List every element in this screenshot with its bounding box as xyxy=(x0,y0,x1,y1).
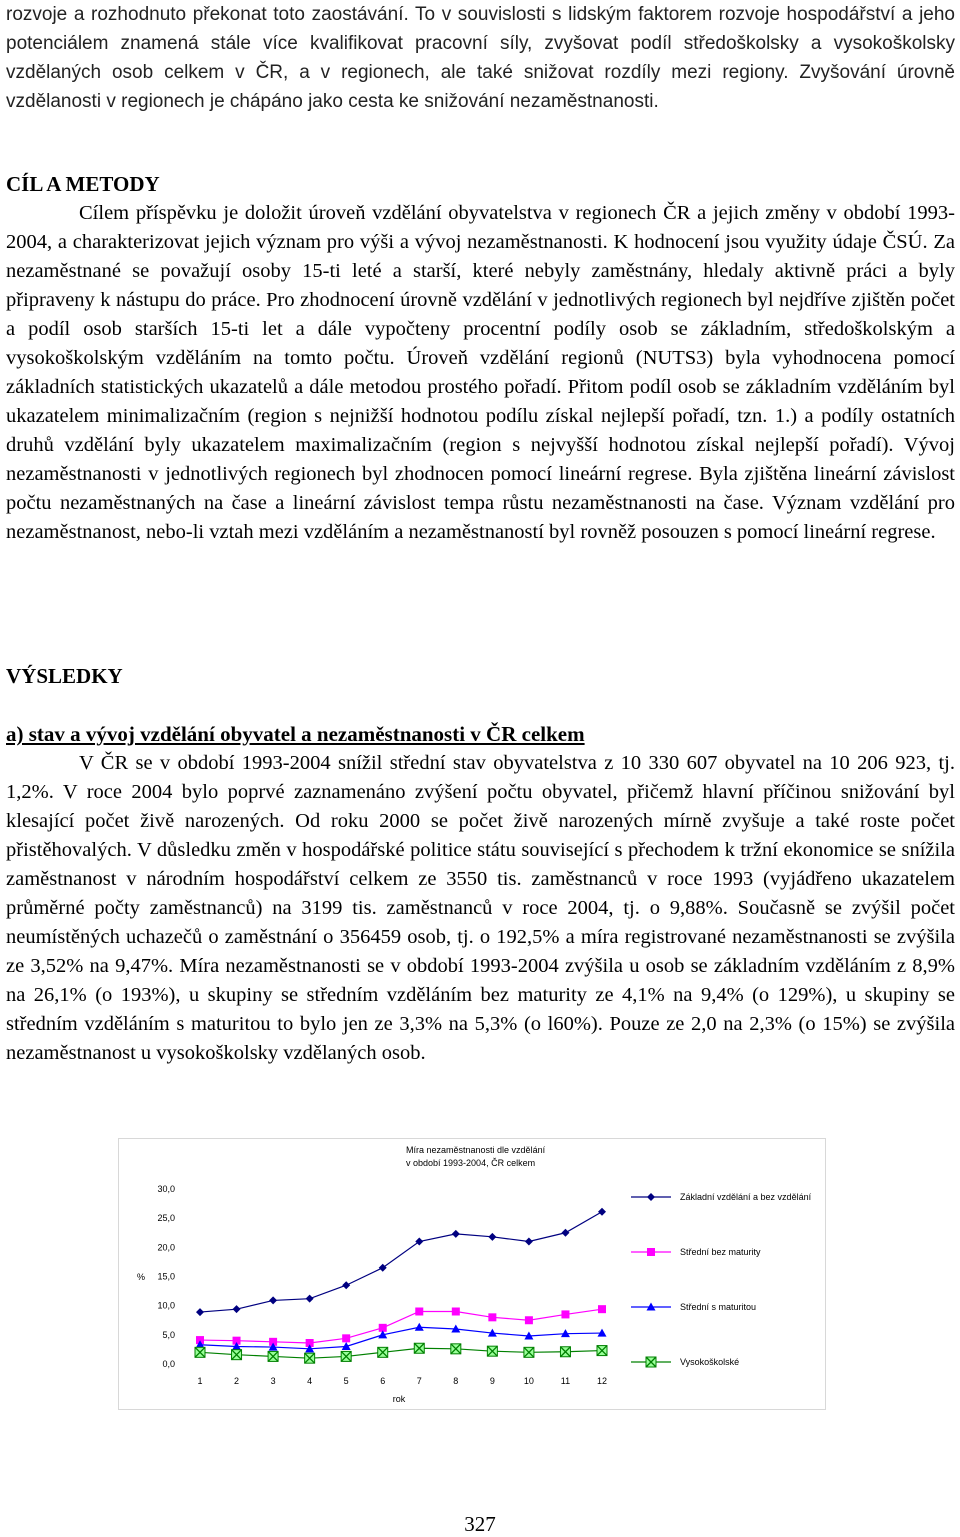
data-point xyxy=(488,1233,496,1241)
x-tick-label: 12 xyxy=(596,1376,608,1386)
data-point xyxy=(342,1334,350,1342)
x-tick-label: 7 xyxy=(416,1376,422,1386)
results-subheading: a) stav a vývoj vzdělání obyvatel a nezaměstnanosti v ČR celkem xyxy=(6,722,585,746)
y-tick-label: 10,0 xyxy=(157,1300,175,1311)
data-point xyxy=(233,1305,241,1313)
methods-text: Cílem příspěvku je doložit úroveň vzdělání obyvatelstva v regionech ČR a jejich změny v období 1993-2004, a charakterizovat jejich význam pro výši a vývoj nezaměstnanosti. K hodnocení jsou využity údaje ČSÚ. Za nezaměstnané se považují osoby 15-ti leté a starší, které nebyly zaměstnány, hledaly aktivně práci a byly připraveny k nástupu do práce. Pro zhodnocení úrovně vzdělání v jednotlivých regionech byl nejdříve zjištěn počet a podíl osob starších 15-ti let a dále vypočteny procentní podíly osob se základním, středoškolským a vysokoškolským vzděláním na tomto počtu. Úroveň vzdělání regionů (NUTS3) byla vyhodnocena pomocí základních statistických ukazatelů a dále metodou prostého pořadí. Přitom podíl osob se základním vzděláním byl ukazatelem minimalizačním (region s nejnižší hodnotou podílu získal nejlepší pořadí, tzn. 1.) a podíly ostatních druhů vzdělání byly ukazatelem maximalizačním (region s nejvyšší hodnotou získal nejlepší pořadí). Vývoj nezaměstnanosti v jednotlivých regionech byl zhodnocen pomocí lineární regrese. Byla zjištěna lineární závislost počtu nezaměstnaných na čase a lineární závislost tempa růstu nezaměstnanosti na čase. Význam vzdělání pro nezaměstnanost, nebo-li vztah mezi vzděláním a nezaměstnaností byl rovněž posouzen s pomocí lineární regrese. xyxy=(6,202,955,543)
data-point xyxy=(598,1305,606,1313)
y-tick-label: 0,0 xyxy=(162,1359,175,1369)
data-point xyxy=(452,1308,460,1316)
results-heading: VÝSLEDKY xyxy=(6,664,123,688)
unemployment-chart xyxy=(118,1138,826,1410)
data-point xyxy=(269,1296,277,1304)
series-line xyxy=(200,1348,602,1358)
legend-label: Základní vzdělání a bez vzdělání xyxy=(680,1192,812,1202)
data-point xyxy=(647,1193,655,1201)
data-point xyxy=(415,1238,423,1246)
x-tick-label: 1 xyxy=(197,1376,203,1386)
x-tick-label: 8 xyxy=(453,1376,459,1386)
data-point xyxy=(196,1308,204,1316)
y-tick-label: 25,0 xyxy=(157,1213,175,1224)
x-tick-label: 2 xyxy=(234,1376,240,1386)
series-1 xyxy=(196,1208,606,1316)
series-line xyxy=(200,1212,602,1312)
legend-label: Vysokoškolské xyxy=(680,1357,740,1367)
data-point xyxy=(488,1313,496,1321)
series-line xyxy=(200,1327,602,1349)
results-text: V ČR se v období 1993-2004 snížil střední stav obyvatelstva z 10 330 607 obyvatel na 10 206 923, tj. 1,2%. V roce 2004 bylo poprvé zaznamenáno zvýšení počtu obyvatel, přičemž hlavní příčinou snižování byl klesající počet živě narozených. Od roku 2000 se počet živě narozených mírně zvyšuje a také roste počet přistěhovalých. V důsledku změn v hospodářské politice státu související s přechodem k tržní ekonomice se snížila zaměstnanost v národním hospodářství celkem ze 3550 tis. zaměstnanců v roce 1993 (vyjádřeno ukazatelem průměrné počty zaměstnanců) na 3199 tis. zaměstnanců v roce 2004, tj. o 9,88%. Současně se zvýšil počet neumístěných uchazečů o zaměstnání o 356459 osob, tj. o 192,5% a míra registrované nezaměstnanosti se zvýšila ze 3,52% na 9,47%. Míra nezaměstnanosti se v období 1993-2004 zvýšila u osob se základním vzděláním z 8,9% na 26,1% (o 193%), u skupiny se středním vzděláním bez maturity ze 4,1% na 9,4% (o 129%), u skupiny se středním vzděláním s maturitou to bylo jen ze 3,3% na 5,3% (o l60%). Pouze ze 2,0 na 2,3% (o 15%) se zvýšila nezaměstnanost u vysokoškolsky vzdělaných osob. xyxy=(6,752,955,1064)
chart-title xyxy=(406,1145,546,1168)
data-point xyxy=(525,1238,533,1246)
chart-legend xyxy=(631,1192,812,1367)
legend-label: Střední s maturitou xyxy=(680,1302,757,1312)
data-point xyxy=(561,1229,569,1237)
y-tick-label: 30,0 xyxy=(157,1184,175,1194)
data-point xyxy=(306,1295,314,1303)
methods-heading: CÍL A METODY xyxy=(6,172,160,196)
x-tick-label: 6 xyxy=(380,1376,386,1386)
series-line xyxy=(200,1309,602,1343)
data-point xyxy=(647,1248,655,1256)
chart-title-line: v období 1993-2004, ČR celkem xyxy=(406,1158,536,1168)
data-point xyxy=(452,1230,460,1238)
data-point xyxy=(415,1323,424,1331)
x-tick-label: 9 xyxy=(489,1376,495,1386)
data-point xyxy=(415,1308,423,1316)
series-2 xyxy=(196,1305,606,1347)
data-point xyxy=(342,1281,350,1289)
y-tick-label: 15,0 xyxy=(157,1271,175,1282)
y-tick-label: 5,0 xyxy=(162,1329,175,1340)
x-tick-label: 3 xyxy=(270,1376,276,1386)
x-tick-label: 10 xyxy=(523,1376,534,1386)
data-point xyxy=(561,1310,569,1318)
y-axis-label: % xyxy=(136,1272,146,1282)
y-tick-label: 20,0 xyxy=(157,1242,175,1253)
data-point xyxy=(525,1316,533,1324)
x-tick-label: 5 xyxy=(343,1376,349,1386)
legend-label: Střední bez maturity xyxy=(680,1247,761,1257)
data-point xyxy=(379,1264,387,1272)
x-tick-label: 11 xyxy=(560,1376,571,1386)
page-number: 327 xyxy=(464,1512,496,1536)
x-tick-label: 4 xyxy=(307,1376,313,1386)
x-axis-label: rok xyxy=(392,1394,406,1404)
results-paragraph xyxy=(6,749,955,1068)
methods-paragraph xyxy=(6,199,955,547)
series-3 xyxy=(196,1323,607,1353)
chart-title-line: Míra nezaměstnanosti dle vzdělání xyxy=(406,1145,546,1155)
intro-paragraph: rozvoje a rozhodnuto překonat toto zaostávání. To v souvislosti s lidským faktorem rozvoje hospodářství a jeho potenciálem znamená stále více kvalifikovat pracovní síly, zvyšovat podíl středoškolsky a vysokoškolsky vzdělaných osob celkem v ČR, a v regionech, ale také snižovat rozdíly mezi regiony. Zvyšování úrovně vzdělanosti v regionech je chápáno jako cesta ke snižování nezaměstnanosti. xyxy=(6,4,955,112)
data-point xyxy=(598,1208,606,1216)
plot-area xyxy=(137,1184,607,1404)
